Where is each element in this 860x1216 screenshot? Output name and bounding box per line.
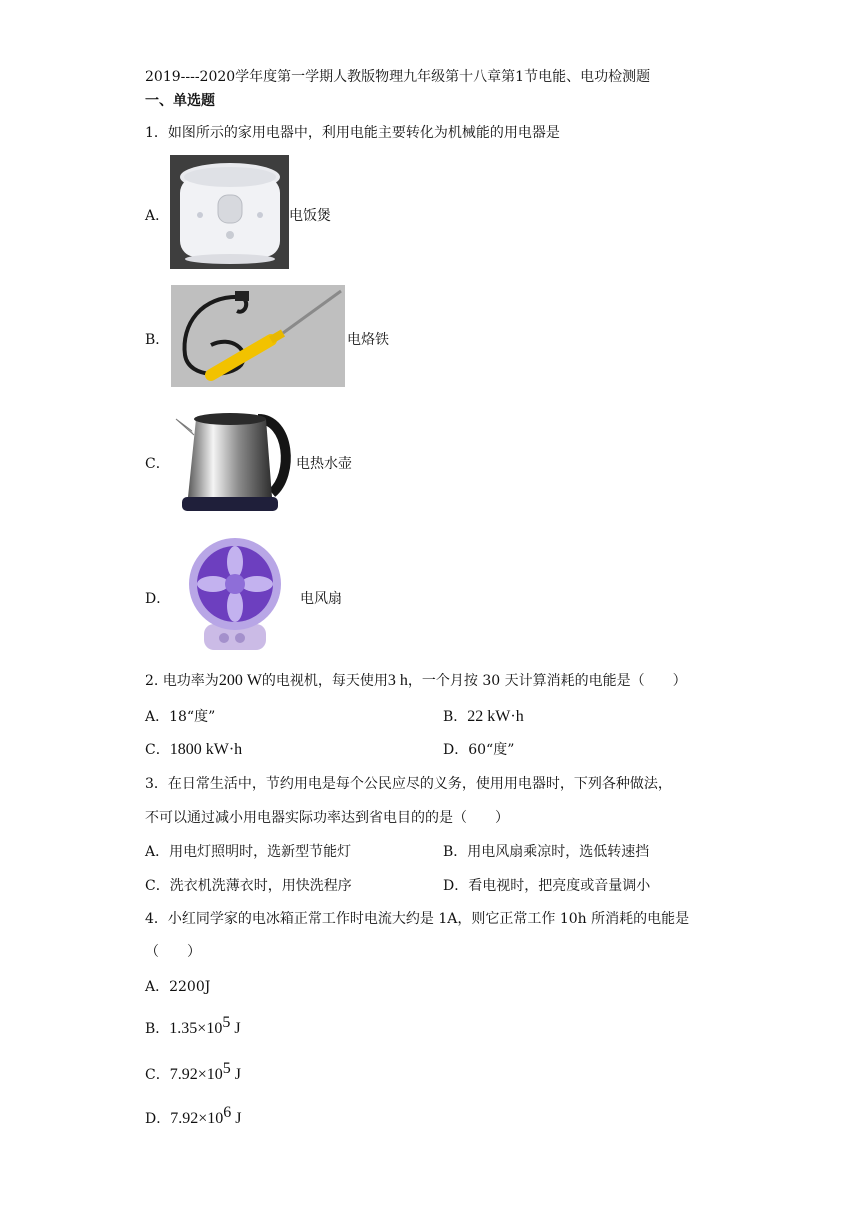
- soldering-iron-image: [171, 285, 345, 387]
- q4-option-b-letter: B．: [145, 1021, 170, 1037]
- q2-option-b: [443, 706, 524, 726]
- q4-option-b: [145, 1014, 241, 1038]
- q2-stem-pre: 2. 电功率为: [145, 673, 219, 689]
- q4-option-d-exponent: 6: [223, 1104, 232, 1121]
- q2-option-b-value: 22 kW·h: [467, 708, 524, 725]
- q1-option-b-name: 电烙铁: [347, 332, 389, 348]
- q4-option-b-unit: J: [230, 1020, 241, 1037]
- q4-option-c-exponent: 5: [222, 1060, 231, 1077]
- q1-option-c-name: 电热水壶: [296, 456, 352, 472]
- q3-option-d: D．看电视时，把亮度或音量调小: [443, 878, 651, 894]
- q1-option-d-name: 电风扇: [300, 591, 342, 607]
- question-1-stem: 1．如图所示的家用电器中，利用电能主要转化为机械能的用电器是: [145, 125, 560, 141]
- q4-option-d-base: 7.92×10: [170, 1110, 224, 1127]
- question-3-line-1: 3．在日常生活中，节约用电是每个公民应尽的义务，使用用电器时，下列各种做法，: [145, 776, 672, 792]
- question-2-stem: [145, 670, 687, 690]
- q1-option-d-letter: D．: [145, 591, 171, 607]
- q3-option-a: A．用电灯照明时，选新型节能灯: [145, 844, 352, 860]
- section-heading: 一、单选题: [145, 93, 215, 109]
- q2-option-c-value: 1800 kW·h: [169, 741, 243, 758]
- q2-option-d: D．60“度”: [443, 742, 515, 758]
- electric-fan-image: [174, 538, 296, 654]
- rice-cooker-image: [170, 155, 289, 269]
- q4-option-c-letter: C．: [145, 1067, 170, 1083]
- q1-option-a-letter: A．: [145, 208, 170, 224]
- q3-option-b: B．用电风扇乘凉时，选低转速挡: [443, 844, 650, 860]
- q2-option-b-letter: B．: [443, 709, 468, 725]
- q4-option-a: A．2200J: [145, 979, 211, 995]
- q2-stem-post: ，一个月按 30 天计算消耗的电能是（ ）: [407, 673, 687, 689]
- page-title: 2019----2020学年度第一学期人教版物理九年级第十八章第1节电能、电功检测题: [145, 69, 651, 85]
- question-4-line-1: 4．小红同学家的电冰箱正常工作时电流大约是 1A，则它正常工作 10h 所消耗的电能是: [145, 911, 690, 927]
- q4-option-c-base: 7.92×10: [169, 1066, 223, 1083]
- q4-option-d-letter: D．: [145, 1111, 171, 1127]
- q4-option-b-exponent: 5: [222, 1014, 231, 1031]
- q1-option-b-letter: B．: [145, 332, 170, 348]
- q2-option-c-letter: C．: [145, 742, 170, 758]
- q4-option-d: [145, 1104, 242, 1128]
- q4-option-c-unit: J: [230, 1066, 241, 1083]
- q2-option-a: A．18“度”: [145, 709, 216, 725]
- q4-option-c: [145, 1060, 241, 1084]
- q4-option-d-unit: J: [231, 1110, 242, 1127]
- q2-option-c: [145, 739, 242, 759]
- q4-option-b-base: 1.35×10: [169, 1020, 223, 1037]
- q2-time-value: 3 h: [387, 672, 408, 689]
- q2-power-value: 200 W: [218, 672, 262, 689]
- electric-kettle-image: [172, 405, 294, 517]
- q2-stem-mid: 的电视机，每天使用: [261, 673, 388, 689]
- question-4-line-2: （ ）: [145, 944, 201, 960]
- q3-option-c: C．洗衣机洗薄衣时，用快洗程序: [145, 878, 352, 894]
- q1-option-a-name: 电饭煲: [289, 208, 331, 224]
- question-3-line-2: 不可以通过减小用电器实际功率达到省电目的的是（ ）: [145, 810, 509, 826]
- q1-option-c-letter: C．: [145, 456, 170, 472]
